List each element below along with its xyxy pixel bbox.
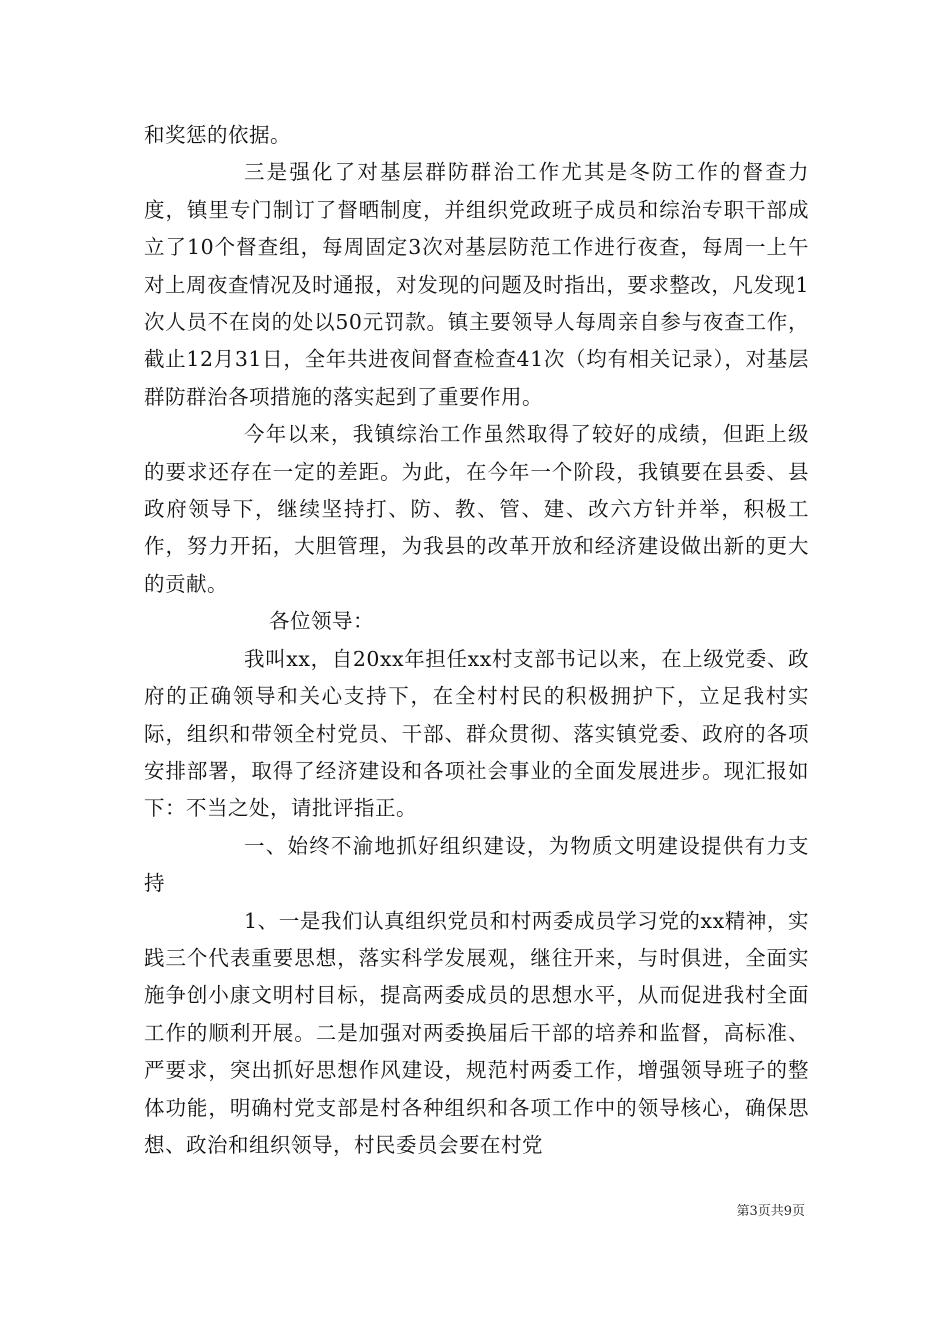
paragraph-continuation: 和奖惩的依据。 (144, 123, 291, 147)
paragraph-supervision: 三是强化了对基层群防群治工作尤其是冬防工作的督查力度，镇里专门制订了督晒制度，并组织党政班子成员和综治专职干部成立了10个督查组，每周固定3次对基层防范工作进行夜查，每周一上午对上周夜查情况及时通报，对发现的问题及时指出，要求整改，凡发现1次人员不在岗的处以50元罚款。镇主要领导人每周亲自参与夜查工作，截止12月31日，全年共进夜间督查检查41次（均有相关记录），对基层群防群治各项措施的落实起到了重要作用。 (144, 160, 809, 409)
document-body (144, 117, 809, 1164)
paragraph-outlook: 今年以来，我镇综治工作虽然取得了较好的成绩，但距上级的要求还存在一定的差距。为此，在今年一个阶段，我镇要在县委、县政府领导下，继续坚持打、防、教、管、建、改六方针并举，积极工作，努力开拓，大胆管理，为我县的改革开放和经济建设做出新的更大的贡献。 (144, 422, 809, 596)
paragraph-introduction: 我叫xx，自20xx年担任xx村支部书记以来，在上级党委、政府的正确领导和关心支持下，在全村村民的积极拥护下，立足我村实际，组织和带领全村党员、干部、群众贯彻、落实镇党委、政府的各项安排部署，取得了经济建设和各项社会事业的全面发展进步。现汇报如下：不当之处，请批评指正。 (144, 646, 809, 821)
page-number-footer: 第3页共9页 (736, 1204, 805, 1219)
paragraph-organization: 1、一是我们认真组织党员和村两委成员学习党的xx精神，实践三个代表重要思想，落实科学发展观，继往开来，与时俱进，全面实施争创小康文明村目标，提高两委成员的思想水平，从而促进我村全面工作的顺利开展。二是加强对两委换届后干部的培养和监督，高标准、严要求，突出抓好思想作风建设，规范村两委工作，增强领导班子的整体功能，明确村党支部是村各种组织和各项工作中的领导核心，确保思想、政治和组织领导，村民委员会要在村党 (144, 908, 809, 1157)
section-heading: 一、始终不渝地抓好组织建设，为物质文明建设提供有力支持 (144, 833, 809, 896)
salutation: 各位领导： (269, 609, 374, 634)
